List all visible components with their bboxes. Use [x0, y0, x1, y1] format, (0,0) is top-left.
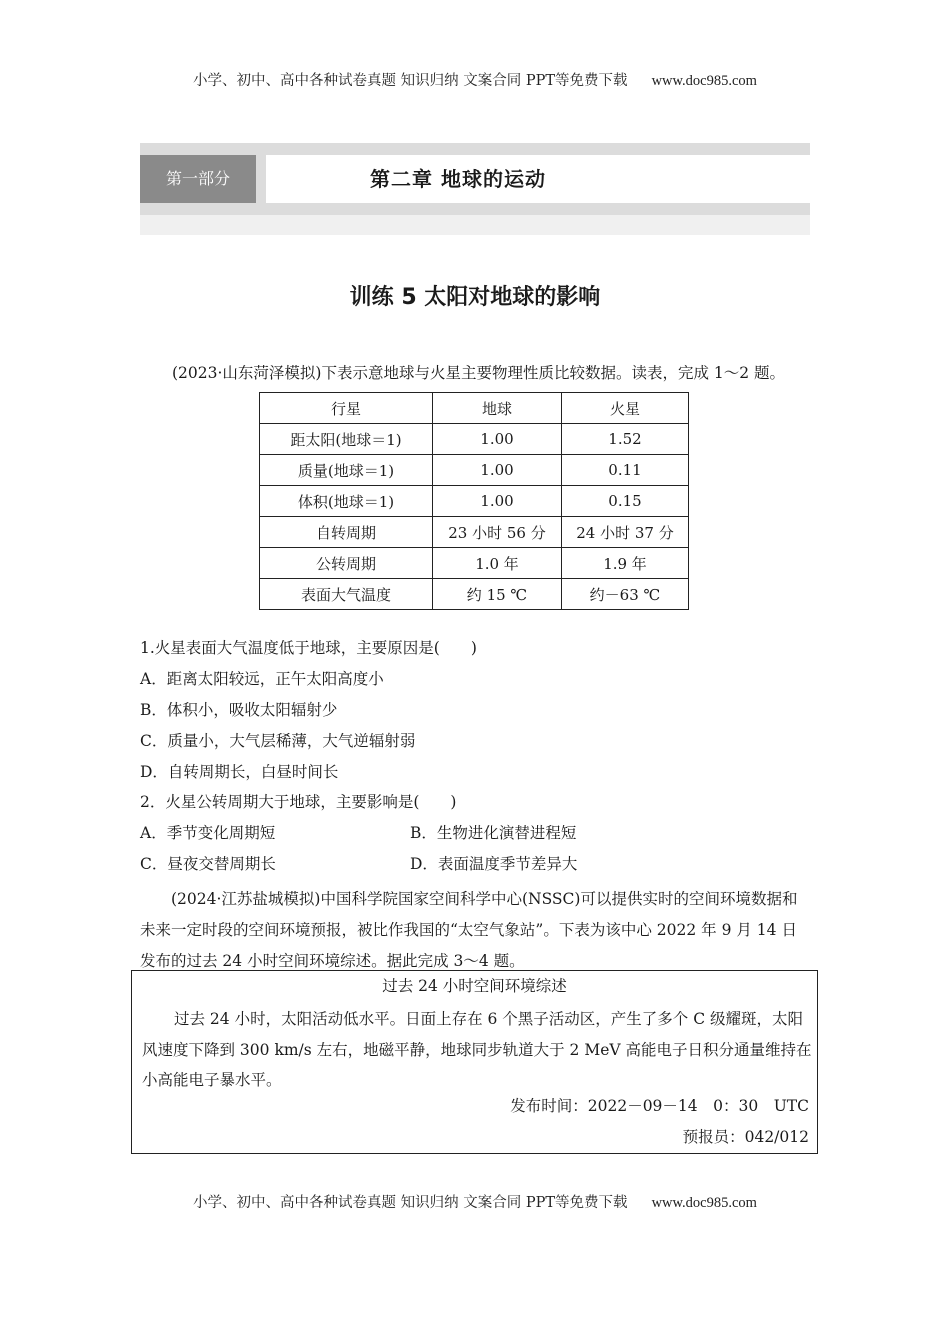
table-cell: 23 小时 56 分: [433, 517, 562, 548]
report-title: 过去 24 小时空间环境综述: [382, 977, 567, 995]
q1-option-a[interactable]: A．距离太阳较远，正午太阳高度小: [140, 670, 384, 688]
question-2-stem: 2．火星公转周期大于地球，主要影响是( ): [140, 793, 457, 811]
q2-option-c[interactable]: C．昼夜交替周期长: [140, 855, 276, 873]
table-cell: 0.11: [562, 455, 689, 486]
table-row: [260, 455, 689, 486]
page-footer: [0, 1191, 950, 1212]
intro-paragraph-2: (2024·江苏盐城模拟)中国科学院国家空间科学中心(NSSC)可以提供实时的空间环境数据和未来一定时段的空间环境预报，被比作我国的“太空气象站”。下表为该中心 2022 年 9 月 14 日发布的过去 24 小时空间环境综述。据此完成 3～4 题。: [140, 890, 798, 970]
space-environment-report: [131, 970, 818, 1154]
part-label: 第一部分: [140, 155, 256, 203]
planet-comparison-table: [259, 392, 689, 610]
table-cell: 1.00: [433, 486, 562, 517]
footer-text: 小学、初中、高中各种试卷真题 知识归纳 文案合同 PPT等免费下载: [193, 1195, 628, 1211]
header-text: 小学、初中、高中各种试卷真题 知识归纳 文案合同 PPT等免费下载: [193, 73, 628, 89]
report-body: 过去 24 小时，太阳活动低水平。日面上存在 6 个黑子活动区，产生了多个 C 级耀斑，太阳风速度下降到 300 km/s 左右，地磁平静，地球同步轨道大于 2 MeV 高能电子日积分通量维持在小高能电子暴水平。: [142, 1010, 812, 1089]
table-cell: 24 小时 37 分: [562, 517, 689, 548]
chapter-banner: [140, 143, 810, 235]
table-cell: 1.0 年: [433, 548, 562, 579]
table-cell: 体积(地球＝1): [260, 486, 433, 517]
table-cell: 约－63 ℃: [562, 579, 689, 610]
question-1-stem: 1.火星表面大气温度低于地球，主要原因是( ): [140, 639, 477, 657]
table-header-cell: 行星: [260, 393, 433, 424]
q1-option-c[interactable]: C．质量小，大气层稀薄，大气逆辐射弱: [140, 732, 416, 750]
table-cell: 质量(地球＝1): [260, 455, 433, 486]
header-site[interactable]: www.doc985.com: [651, 73, 757, 89]
table-row: [260, 579, 689, 610]
intro-paragraph-1: (2023·山东菏泽模拟)下表示意地球与火星主要物理性质比较数据。读表，完成 1～2 题。: [172, 364, 786, 382]
table-cell: 1.52: [562, 424, 689, 455]
table-header-cell: 火星: [562, 393, 689, 424]
lesson-title: 训练 5 太阳对地球的影响: [349, 285, 601, 310]
chapter-title: 第二章 地球的运动: [370, 167, 546, 191]
table-row: [260, 517, 689, 548]
q1-option-b[interactable]: B．体积小，吸收太阳辐射少: [140, 701, 338, 719]
table-header-cell: 地球: [433, 393, 562, 424]
report-forecaster: 预报员：042/012: [682, 1128, 809, 1146]
table-cell: 表面大气温度: [260, 579, 433, 610]
table-cell: 0.15: [562, 486, 689, 517]
table-cell: 距太阳(地球＝1): [260, 424, 433, 455]
table-cell: 1.9 年: [562, 548, 689, 579]
page-header: [0, 69, 950, 90]
q2-option-a[interactable]: A．季节变化周期短: [140, 824, 276, 842]
table-cell: 1.00: [433, 424, 562, 455]
table-header-row: [260, 393, 689, 424]
footer-site[interactable]: www.doc985.com: [651, 1195, 757, 1211]
q2-option-d[interactable]: D．表面温度季节差异大: [410, 855, 578, 873]
table-cell: 公转周期: [260, 548, 433, 579]
q2-option-b[interactable]: B．生物进化演替进程短: [410, 824, 577, 842]
table-cell: 约 15 ℃: [433, 579, 562, 610]
report-published-time: 发布时间：2022－09－14 0：30 UTC: [510, 1097, 809, 1115]
table-row: [260, 486, 689, 517]
table-row: [260, 424, 689, 455]
table-cell: 1.00: [433, 455, 562, 486]
q1-option-d[interactable]: D．自转周期长，白昼时间长: [140, 763, 339, 781]
table-row: [260, 548, 689, 579]
table-cell: 自转周期: [260, 517, 433, 548]
